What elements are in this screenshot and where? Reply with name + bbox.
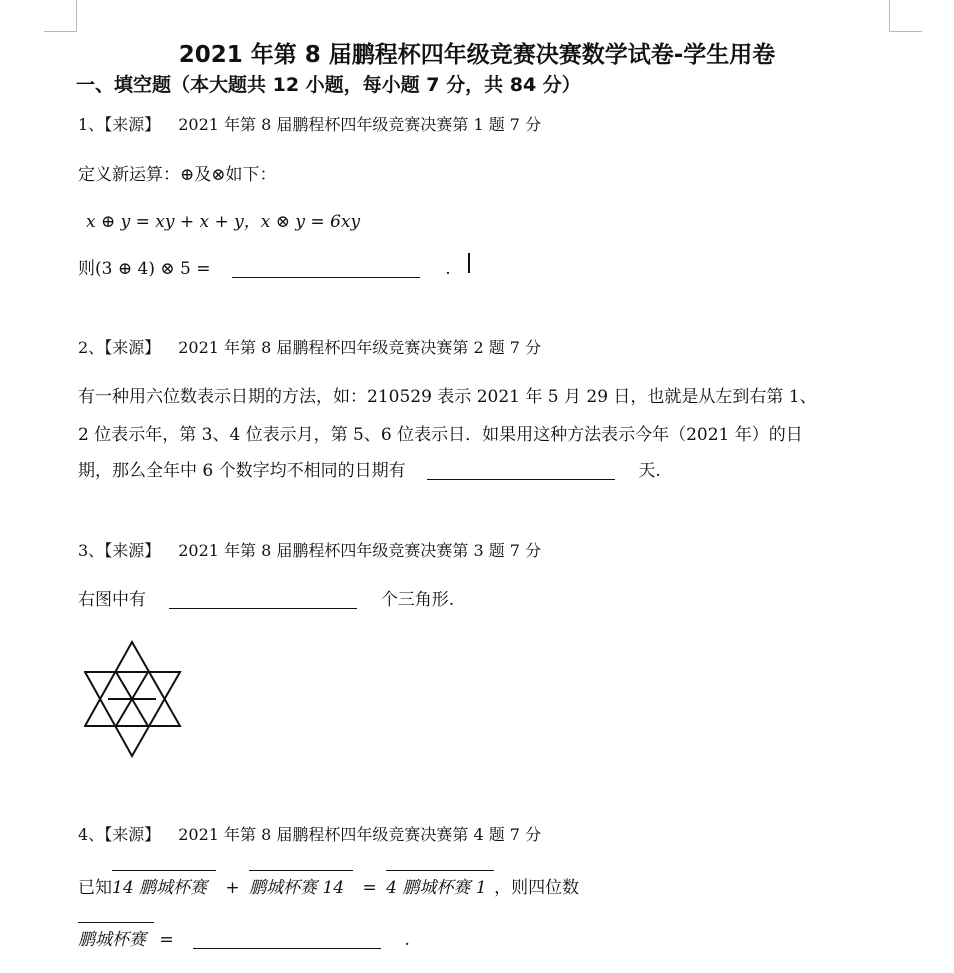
answer-blank[interactable] <box>427 461 615 480</box>
question-1-formula: x ⊕ y = xy + x + y，x ⊗ y = 6xy <box>86 212 361 232</box>
page-title: 2021 年第 8 届鹏程杯四年级竞赛决赛数学试卷-学生用卷 <box>178 42 776 68</box>
overlined-number-3: 4 鹏城杯赛 1 <box>386 870 494 898</box>
equation-suffix: ，则四位数 <box>494 878 580 898</box>
answer-blank[interactable] <box>169 590 357 609</box>
crop-mark <box>889 31 922 32</box>
question-3-answer-line <box>78 585 454 610</box>
question-1-answer-line <box>78 254 451 279</box>
plus-sign: + <box>225 878 240 898</box>
question-number: 4、 <box>78 825 105 844</box>
question-1-header <box>78 112 541 135</box>
section-heading: 一、填空题（本大题共 12 小题，每小题 7 分，共 84 分） <box>76 74 581 96</box>
answer-blank[interactable] <box>232 259 420 278</box>
answer-prompt: 则(3 ⊕ 4) ⊗ 5 = <box>78 259 211 279</box>
question-2-text-line: 2 位表示年，第 3、4 位表示月，第 5、6 位表示日．如果用这种方法表示今年（2021 年）的日 <box>78 425 803 445</box>
question-source: 2021 年第 8 届鹏程杯四年级竞赛决赛第 3 题 7 分 <box>178 541 542 560</box>
question-source: 2021 年第 8 届鹏程杯四年级竞赛决赛第 1 题 7 分 <box>178 115 542 134</box>
star-of-david-figure <box>84 640 186 758</box>
overlined-number-1: 14 鹏城杯赛 <box>112 870 216 898</box>
crop-mark <box>76 0 77 31</box>
source-tag: 【来源】 <box>104 338 161 357</box>
answer-blank[interactable] <box>193 930 381 949</box>
equals-sign: = <box>362 878 377 898</box>
question-4-header <box>78 822 541 845</box>
source-tag: 【来源】 <box>104 825 161 844</box>
question-1-text: 定义新运算：⊕及⊗如下： <box>78 165 277 185</box>
question-2-text-line: 有一种用六位数表示日期的方法，如：210529 表示 2021 年 5 月 29 日，也就是从左到右第 1、 <box>78 387 817 407</box>
text-cursor <box>468 253 470 273</box>
overlined-number-2: 鹏城杯赛 14 <box>249 870 353 898</box>
equals-sign: = <box>159 930 174 950</box>
question-2-answer-line <box>78 456 661 481</box>
upward-triangle <box>85 642 180 726</box>
answer-suffix: 天. <box>638 461 661 481</box>
question-source: 2021 年第 8 届鹏程杯四年级竞赛决赛第 4 题 7 分 <box>178 825 542 844</box>
crop-mark <box>44 31 77 32</box>
source-tag: 【来源】 <box>104 541 161 560</box>
answer-prompt: 右图中有 <box>78 590 146 610</box>
question-source: 2021 年第 8 届鹏程杯四年级竞赛决赛第 2 题 7 分 <box>178 338 542 357</box>
question-number: 2、 <box>78 338 105 357</box>
question-number: 3、 <box>78 541 105 560</box>
answer-suffix: . <box>404 930 410 950</box>
question-2-header <box>78 335 541 358</box>
downward-triangle <box>85 672 180 756</box>
answer-suffix: 个三角形. <box>380 590 455 610</box>
question-4-equation <box>78 870 579 898</box>
answer-prompt: 期，那么全年中 6 个数字均不相同的日期有 <box>78 461 406 481</box>
question-number: 1、 <box>78 115 105 134</box>
source-tag: 【来源】 <box>104 115 161 134</box>
question-4-answer-line <box>78 922 410 950</box>
question-3-header <box>78 538 541 561</box>
answer-suffix: . <box>445 259 451 279</box>
crop-mark <box>889 0 890 31</box>
overlined-number-4: 鹏城杯赛 <box>78 922 154 950</box>
equation-prefix: 已知 <box>78 878 112 898</box>
